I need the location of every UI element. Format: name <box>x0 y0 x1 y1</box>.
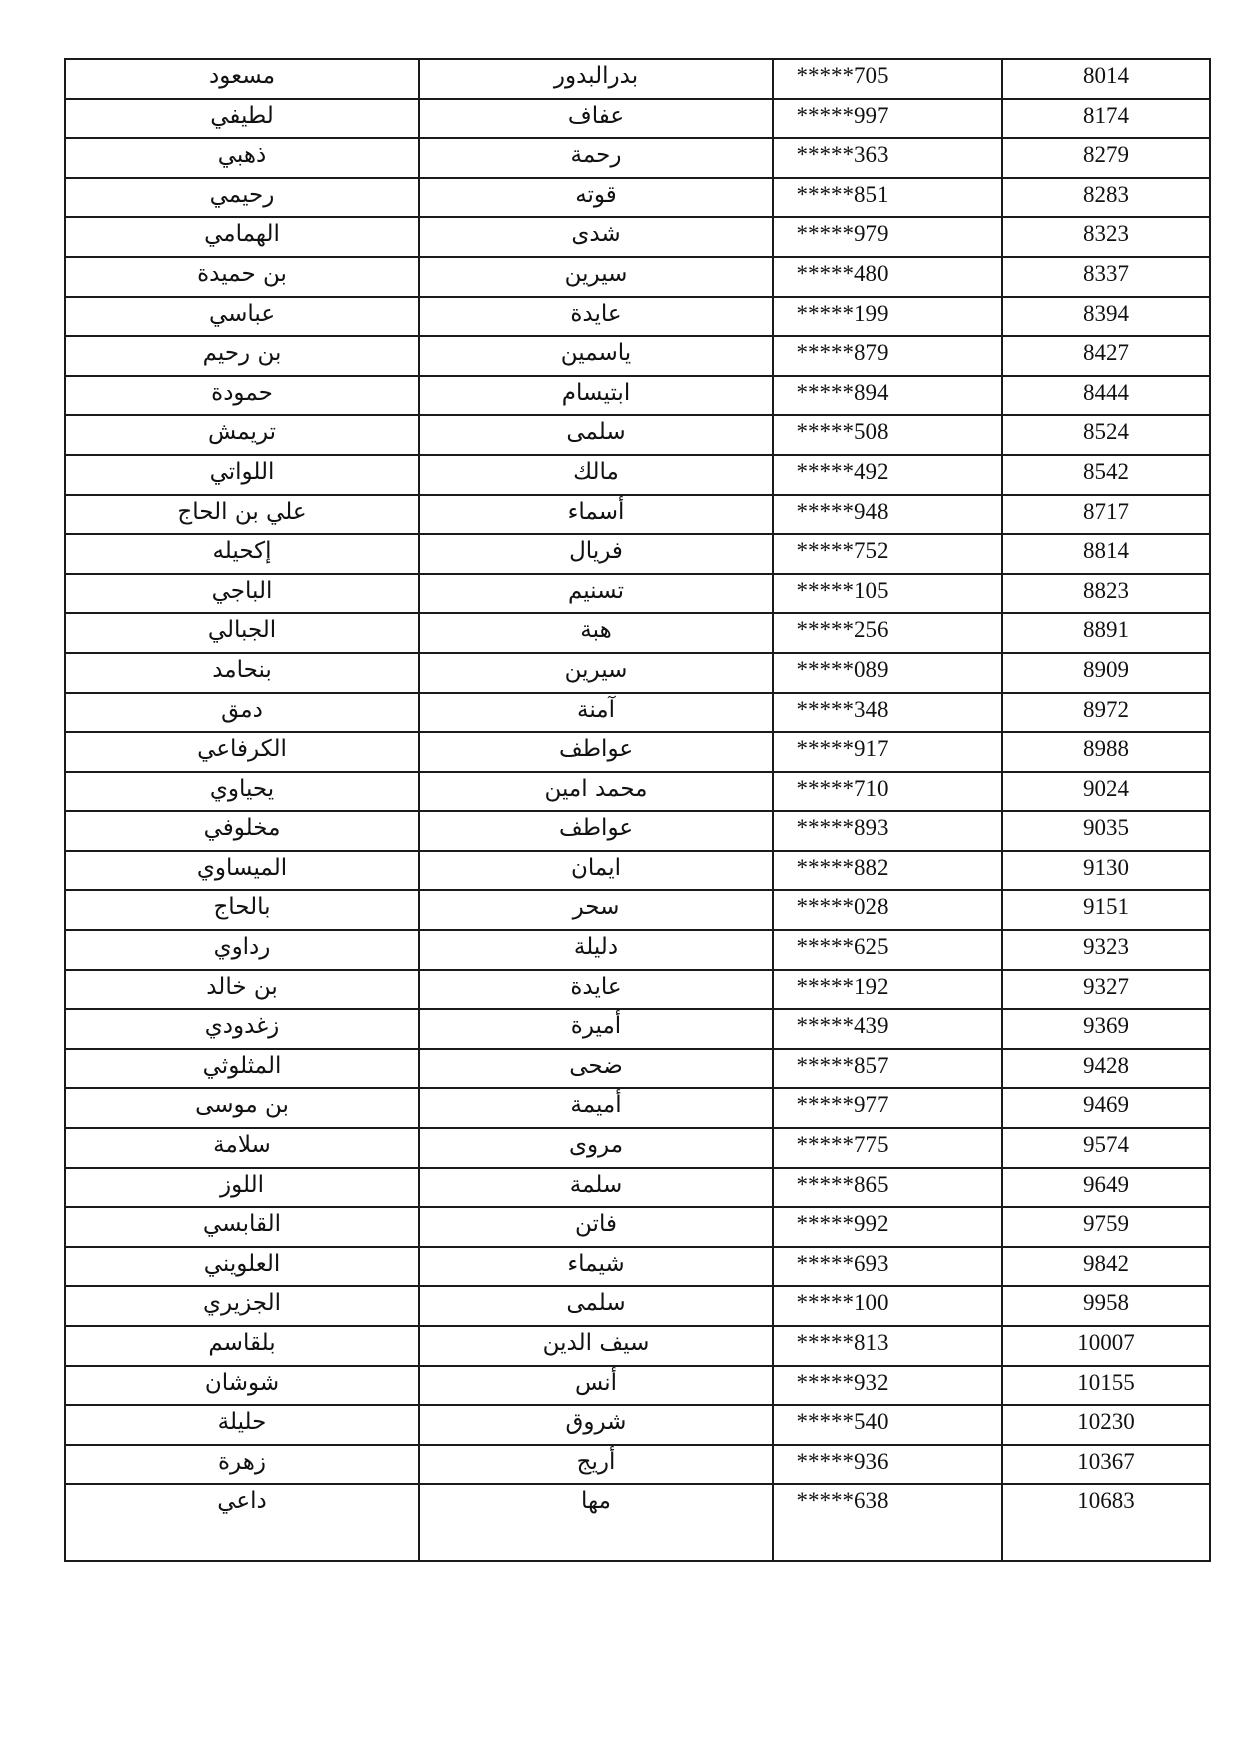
masked-id-cell <box>773 772 1002 812</box>
surname-cell: زهرة <box>65 1445 419 1485</box>
number-cell: 9958 <box>1002 1286 1210 1326</box>
table-row <box>65 653 1210 693</box>
table-row <box>65 495 1210 535</box>
masked-id-cell-text: *****977 <box>796 1092 889 1118</box>
firstname-cell: محمد امين <box>419 772 773 812</box>
number-cell: 9428 <box>1002 1049 1210 1089</box>
masked-id-cell-text: *****638 <box>796 1488 889 1514</box>
table-row <box>65 415 1210 455</box>
masked-id-cell <box>773 1247 1002 1287</box>
masked-id-cell-text: *****100 <box>796 1290 889 1316</box>
masked-id-cell <box>773 257 1002 297</box>
firstname-cell: عواطف <box>419 811 773 851</box>
firstname-cell: ابتيسام <box>419 376 773 416</box>
masked-id-cell-text: *****979 <box>796 221 889 247</box>
firstname-cell: سلمة <box>419 1168 773 1208</box>
masked-id-cell-text: *****705 <box>796 63 889 88</box>
table-row <box>65 851 1210 891</box>
surname-cell: إكحيله <box>65 534 419 574</box>
table-row <box>65 1484 1210 1561</box>
firstname-cell: أميمة <box>419 1088 773 1128</box>
table-row <box>65 1207 1210 1247</box>
surname-cell: داعي <box>65 1484 419 1561</box>
surname-cell: الباجي <box>65 574 419 614</box>
masked-id-cell-text: *****752 <box>796 538 889 564</box>
number-cell: 8394 <box>1002 297 1210 337</box>
table-row <box>65 890 1210 930</box>
masked-id-cell <box>773 1009 1002 1049</box>
masked-id-cell-text: *****851 <box>796 181 889 207</box>
number-cell: 9035 <box>1002 811 1210 851</box>
firstname-cell: أريج <box>419 1445 773 1485</box>
masked-id-cell <box>773 99 1002 139</box>
number-cell: 8279 <box>1002 138 1210 178</box>
masked-id-cell-text: *****917 <box>796 736 889 762</box>
roster-table-body <box>65 59 1210 1561</box>
table-row <box>65 178 1210 218</box>
number-cell: 8524 <box>1002 415 1210 455</box>
masked-id-cell-text: *****775 <box>796 1132 889 1158</box>
masked-id-cell <box>773 1366 1002 1406</box>
surname-cell: بلقاسم <box>65 1326 419 1366</box>
number-cell: 9469 <box>1002 1088 1210 1128</box>
masked-id-cell-text: *****693 <box>796 1250 889 1276</box>
surname-cell: الميساوي <box>65 851 419 891</box>
number-cell: 9323 <box>1002 930 1210 970</box>
table-row <box>65 930 1210 970</box>
masked-id-cell <box>773 851 1002 891</box>
table-row <box>65 59 1210 99</box>
masked-id-cell <box>773 574 1002 614</box>
surname-cell: سلامة <box>65 1128 419 1168</box>
surname-cell: بن حميدة <box>65 257 419 297</box>
surname-cell: الكرفاعي <box>65 732 419 772</box>
firstname-cell: فاتن <box>419 1207 773 1247</box>
masked-id-cell <box>773 1088 1002 1128</box>
table-row <box>65 1128 1210 1168</box>
masked-id-cell-text: *****363 <box>796 142 889 168</box>
table-row <box>65 217 1210 257</box>
surname-cell: الجبالي <box>65 613 419 653</box>
table-row <box>65 138 1210 178</box>
masked-id-cell-text: *****480 <box>796 260 889 286</box>
masked-id-cell-text: *****540 <box>796 1409 889 1435</box>
masked-id-cell-text: *****256 <box>796 617 889 643</box>
firstname-cell: فريال <box>419 534 773 574</box>
roster-table <box>64 58 1211 1562</box>
masked-id-cell <box>773 336 1002 376</box>
firstname-cell: عفاف <box>419 99 773 139</box>
surname-cell: مخلوفي <box>65 811 419 851</box>
surname-cell: بالحاج <box>65 890 419 930</box>
firstname-cell: أميرة <box>419 1009 773 1049</box>
number-cell: 8972 <box>1002 693 1210 733</box>
masked-id-cell <box>773 59 1002 99</box>
number-cell: 8814 <box>1002 534 1210 574</box>
surname-cell: بنحامد <box>65 653 419 693</box>
masked-id-cell <box>773 376 1002 416</box>
number-cell: 9649 <box>1002 1168 1210 1208</box>
masked-id-cell <box>773 495 1002 535</box>
surname-cell: حليلة <box>65 1405 419 1445</box>
firstname-cell: سلمى <box>419 415 773 455</box>
surname-cell: علي بن الحاج <box>65 495 419 535</box>
surname-cell: يحياوي <box>65 772 419 812</box>
number-cell: 8337 <box>1002 257 1210 297</box>
table-row <box>65 772 1210 812</box>
firstname-cell: ايمان <box>419 851 773 891</box>
masked-id-cell <box>773 297 1002 337</box>
masked-id-cell-text: *****192 <box>796 973 889 999</box>
surname-cell: بن خالد <box>65 970 419 1010</box>
firstname-cell: ياسمين <box>419 336 773 376</box>
masked-id-cell <box>773 890 1002 930</box>
masked-id-cell <box>773 930 1002 970</box>
firstname-cell: رحمة <box>419 138 773 178</box>
surname-cell: مسعود <box>65 59 419 99</box>
table-row <box>65 574 1210 614</box>
number-cell: 10007 <box>1002 1326 1210 1366</box>
masked-id-cell-text: *****492 <box>796 458 889 484</box>
table-row <box>65 1445 1210 1485</box>
table-row <box>65 1247 1210 1287</box>
firstname-cell: آمنة <box>419 693 773 733</box>
firstname-cell: مها <box>419 1484 773 1561</box>
number-cell: 9151 <box>1002 890 1210 930</box>
number-cell: 9842 <box>1002 1247 1210 1287</box>
surname-cell: تريمش <box>65 415 419 455</box>
masked-id-cell-text: *****992 <box>796 1211 889 1237</box>
masked-id-cell-text: *****439 <box>796 1013 889 1039</box>
masked-id-cell-text: *****932 <box>796 1369 889 1395</box>
firstname-cell: سيرين <box>419 257 773 297</box>
masked-id-cell-text: *****879 <box>796 340 889 366</box>
number-cell: 9759 <box>1002 1207 1210 1247</box>
masked-id-cell-text: *****199 <box>796 300 889 326</box>
surname-cell: اللواتي <box>65 455 419 495</box>
number-cell: 8717 <box>1002 495 1210 535</box>
firstname-cell: مروى <box>419 1128 773 1168</box>
masked-id-cell-text: *****997 <box>796 102 889 128</box>
masked-id-cell <box>773 1286 1002 1326</box>
masked-id-cell-text: *****348 <box>796 696 889 722</box>
table-row <box>65 455 1210 495</box>
table-row <box>65 732 1210 772</box>
number-cell: 8174 <box>1002 99 1210 139</box>
number-cell: 10230 <box>1002 1405 1210 1445</box>
masked-id-cell-text: *****936 <box>796 1448 889 1474</box>
masked-id-cell <box>773 653 1002 693</box>
number-cell: 9327 <box>1002 970 1210 1010</box>
number-cell: 9024 <box>1002 772 1210 812</box>
masked-id-cell <box>773 178 1002 218</box>
masked-id-cell-text: *****710 <box>796 775 889 801</box>
surname-cell: حمودة <box>65 376 419 416</box>
masked-id-cell <box>773 415 1002 455</box>
surname-cell: الجزيري <box>65 1286 419 1326</box>
surname-cell: ذهبي <box>65 138 419 178</box>
table-row <box>65 1168 1210 1208</box>
number-cell: 8283 <box>1002 178 1210 218</box>
table-row <box>65 1049 1210 1089</box>
surname-cell: المثلوثي <box>65 1049 419 1089</box>
firstname-cell: بدرالبدور <box>419 59 773 99</box>
table-row <box>65 1326 1210 1366</box>
surname-cell: لطيفي <box>65 99 419 139</box>
masked-id-cell-text: *****882 <box>796 854 889 880</box>
number-cell: 8891 <box>1002 613 1210 653</box>
number-cell: 9130 <box>1002 851 1210 891</box>
number-cell: 10155 <box>1002 1366 1210 1406</box>
table-row <box>65 257 1210 297</box>
firstname-cell: أنس <box>419 1366 773 1406</box>
surname-cell: رحيمي <box>65 178 419 218</box>
masked-id-cell-text: *****893 <box>796 815 889 841</box>
firstname-cell: شروق <box>419 1405 773 1445</box>
masked-id-cell-text: *****028 <box>796 894 889 920</box>
table-row <box>65 693 1210 733</box>
masked-id-cell <box>773 1484 1002 1561</box>
table-row <box>65 1009 1210 1049</box>
table-row <box>65 1088 1210 1128</box>
table-row <box>65 534 1210 574</box>
firstname-cell: دليلة <box>419 930 773 970</box>
masked-id-cell-text: *****105 <box>796 577 889 603</box>
table-row <box>65 811 1210 851</box>
masked-id-cell-text: *****625 <box>796 934 889 960</box>
firstname-cell: عواطف <box>419 732 773 772</box>
firstname-cell: هبة <box>419 613 773 653</box>
masked-id-cell <box>773 1049 1002 1089</box>
table-row <box>65 297 1210 337</box>
masked-id-cell <box>773 1128 1002 1168</box>
masked-id-cell <box>773 811 1002 851</box>
masked-id-cell <box>773 1445 1002 1485</box>
masked-id-cell <box>773 455 1002 495</box>
masked-id-cell <box>773 1168 1002 1208</box>
surname-cell: العلويني <box>65 1247 419 1287</box>
firstname-cell: مالك <box>419 455 773 495</box>
masked-id-cell-text: *****894 <box>796 379 889 405</box>
firstname-cell: عايدة <box>419 297 773 337</box>
number-cell: 9574 <box>1002 1128 1210 1168</box>
table-row <box>65 613 1210 653</box>
number-cell: 8542 <box>1002 455 1210 495</box>
table-row <box>65 376 1210 416</box>
table-row <box>65 336 1210 376</box>
firstname-cell: ضحى <box>419 1049 773 1089</box>
masked-id-cell <box>773 1405 1002 1445</box>
number-cell: 8427 <box>1002 336 1210 376</box>
number-cell: 10683 <box>1002 1484 1210 1561</box>
masked-id-cell-text: *****089 <box>796 656 889 682</box>
table-row <box>65 1405 1210 1445</box>
firstname-cell: تسنيم <box>419 574 773 614</box>
number-cell: 8909 <box>1002 653 1210 693</box>
masked-id-cell <box>773 970 1002 1010</box>
masked-id-cell <box>773 732 1002 772</box>
number-cell: 10367 <box>1002 1445 1210 1485</box>
firstname-cell: قوته <box>419 178 773 218</box>
masked-id-cell-text: *****865 <box>796 1171 889 1197</box>
surname-cell: رداوي <box>65 930 419 970</box>
surname-cell: بن رحيم <box>65 336 419 376</box>
surname-cell: زغدودي <box>65 1009 419 1049</box>
masked-id-cell <box>773 217 1002 257</box>
surname-cell: دمق <box>65 693 419 733</box>
number-cell: 9369 <box>1002 1009 1210 1049</box>
firstname-cell: سيف الدين <box>419 1326 773 1366</box>
number-cell: 8988 <box>1002 732 1210 772</box>
masked-id-cell-text: *****508 <box>796 419 889 445</box>
masked-id-cell <box>773 1207 1002 1247</box>
surname-cell: بن موسى <box>65 1088 419 1128</box>
table-row <box>65 1366 1210 1406</box>
surname-cell: اللوز <box>65 1168 419 1208</box>
table-row <box>65 970 1210 1010</box>
firstname-cell: شدى <box>419 217 773 257</box>
masked-id-cell <box>773 693 1002 733</box>
number-cell: 8444 <box>1002 376 1210 416</box>
number-cell: 8014 <box>1002 59 1210 99</box>
surname-cell: الهمامي <box>65 217 419 257</box>
masked-id-cell <box>773 1326 1002 1366</box>
table-row <box>65 99 1210 139</box>
firstname-cell: سلمى <box>419 1286 773 1326</box>
masked-id-cell-text: *****813 <box>796 1330 889 1355</box>
table-row <box>65 1286 1210 1326</box>
firstname-cell: سيرين <box>419 653 773 693</box>
surname-cell: القابسي <box>65 1207 419 1247</box>
masked-id-cell <box>773 534 1002 574</box>
surname-cell: عباسي <box>65 297 419 337</box>
firstname-cell: عايدة <box>419 970 773 1010</box>
number-cell: 8323 <box>1002 217 1210 257</box>
surname-cell: شوشان <box>65 1366 419 1406</box>
masked-id-cell-text: *****948 <box>796 498 889 524</box>
firstname-cell: شيماء <box>419 1247 773 1287</box>
masked-id-cell <box>773 613 1002 653</box>
masked-id-cell-text: *****857 <box>796 1052 889 1078</box>
number-cell: 8823 <box>1002 574 1210 614</box>
firstname-cell: سحر <box>419 890 773 930</box>
firstname-cell: أسماء <box>419 495 773 535</box>
masked-id-cell <box>773 138 1002 178</box>
